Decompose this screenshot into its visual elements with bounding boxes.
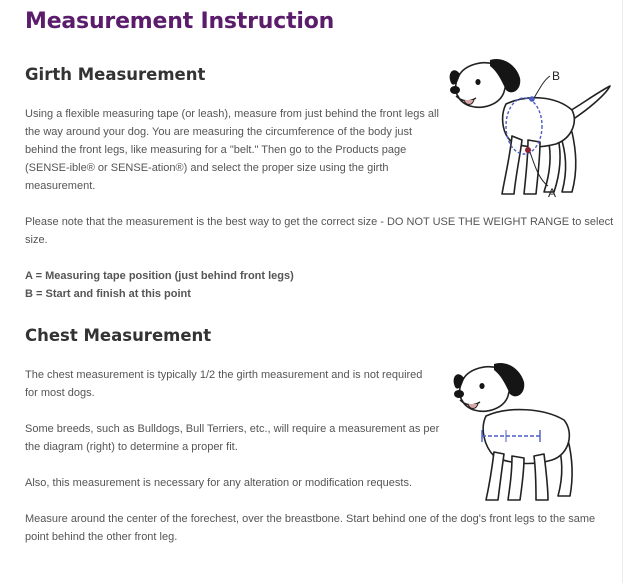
text-line: behind the front legs, like measuring for a "belt." Then go to the Products page bbox=[25, 144, 407, 156]
chest-paragraph-1 bbox=[25, 366, 422, 402]
text-line: Using a flexible measuring tape (or leash), measure from just behind the front legs all bbox=[25, 108, 439, 120]
text-line: the way around your dog. You are measuring the circumference of the body just bbox=[25, 126, 413, 138]
right-border bbox=[622, 0, 623, 583]
diagram-label-b: B bbox=[552, 69, 561, 83]
chest-paragraph-3 bbox=[25, 474, 412, 492]
dog-girth-diagram-icon bbox=[440, 52, 620, 202]
text-line: point behind the other front leg. bbox=[25, 531, 178, 543]
page-title: Measurement Instruction bbox=[25, 9, 335, 34]
legend-a: A = Measuring tape position (just behind front legs) bbox=[25, 270, 294, 282]
girth-heading: Girth Measurement bbox=[25, 65, 206, 84]
text-line: measurement. bbox=[25, 180, 96, 192]
dog-chest-diagram-icon bbox=[440, 360, 620, 505]
chest-heading: Chest Measurement bbox=[25, 326, 212, 345]
text-line: for most dogs. bbox=[25, 387, 95, 399]
girth-legend bbox=[25, 267, 294, 303]
text-line: Measure around the center of the forechest, over the breastbone. Start behind one of the dog's front legs to the same bbox=[25, 513, 596, 525]
chest-paragraph-2 bbox=[25, 420, 439, 456]
text-line: Some breeds, such as Bulldogs, Bull Terriers, etc., will require a measurement as per bbox=[25, 423, 440, 435]
text-line: the diagram (right) to determine a proper fit. bbox=[25, 441, 238, 453]
girth-paragraph-1 bbox=[25, 105, 439, 195]
diagram-label-a: A bbox=[548, 186, 557, 200]
text-line: Please note that the measurement is the best way to get the correct size - DO NOT USE THE WEIGHT RANGE to select bbox=[25, 216, 614, 228]
text-line: size. bbox=[25, 234, 48, 246]
text-line: (SENSE-ible® or SENSE-ation®) and select the proper size using the girth bbox=[25, 162, 389, 174]
legend-b: B = Start and finish at this point bbox=[25, 288, 191, 300]
text-line: The chest measurement is typically 1/2 the girth measurement and is not required bbox=[25, 369, 423, 381]
text-line: Also, this measurement is necessary for any alteration or modification requests. bbox=[25, 477, 413, 489]
girth-paragraph-2 bbox=[25, 213, 613, 249]
chest-paragraph-4 bbox=[25, 510, 595, 546]
